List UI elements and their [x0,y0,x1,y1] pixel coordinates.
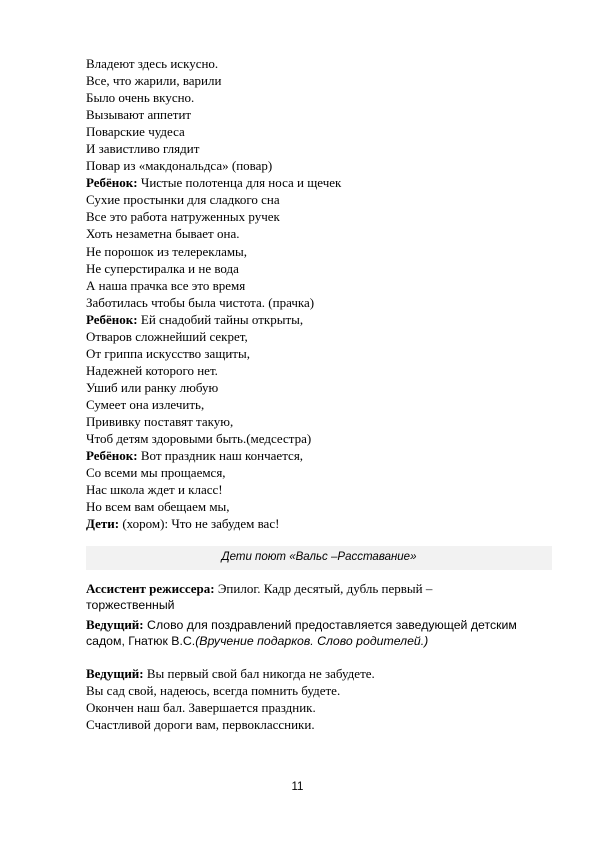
verse-line [86,498,556,515]
verse-text: Вот праздник наш кончается, [137,448,304,464]
speaker-label: Ребёнок: [86,448,138,464]
verse-text: Заботилась чтобы была чистота. (прачка) [86,294,315,310]
verse-line [86,225,556,242]
verse-line [86,89,556,106]
assistant-text-continued: торжественный [86,598,175,612]
verse-text: Окончен наш бал. Завершается праздник. [86,700,316,716]
verse-line [86,106,556,123]
stage-direction: (Вручение подарков. Слово родителей.) [195,634,429,648]
verse-line [86,665,556,682]
verse-line [86,260,556,277]
verse-text: Вы сад свой, надеюсь, всегда помнить будете. [86,683,341,699]
verse-text: (хором): Что не забудем вас! [119,516,280,532]
verse-text: Отваров сложнейший секрет, [86,328,248,344]
verse-line [86,243,556,260]
verse-line [86,481,556,498]
verse-text: Владеют здесь искусно. [86,56,219,71]
verse-text: Не порошок из телерекламы, [86,243,248,259]
final-verse-block [86,665,556,733]
verse-line [86,430,556,447]
speaker-label: Дети: [86,516,120,532]
verse-line [86,328,556,345]
verse-line [86,55,556,72]
speaker-label: Ведущий: [86,666,144,681]
verse-line [86,682,556,699]
speaker-label: Ребёнок: [86,311,138,327]
verse-line [86,311,556,328]
verse-line [86,379,556,396]
verse-line [86,294,556,311]
verse-text: Сумеет она излечить, [86,396,205,412]
verse-line [86,174,556,191]
verse-line [86,277,556,294]
verse-line [86,72,556,89]
verse-text: От гриппа искусство защиты, [86,345,250,361]
speaker-label: Ребёнок: [86,175,138,191]
verse-text: Нас школа ждет и класс! [86,482,223,498]
verse-line [86,515,556,532]
verse-line [86,208,556,225]
verse-text: Все, что жарили, варили [86,73,222,89]
verse-line [86,157,556,174]
speaker-label: Ведущий: [86,617,144,632]
verse-line [86,413,556,430]
verse-text: Вы первый свой бал никогда не забудете. [143,666,375,681]
song-note: Дети поют «Вальс –Расставание» [221,551,417,563]
verse-text: Повар из «макдональдса» (повар) [86,158,273,174]
verse-line [86,447,556,464]
verse-text: Было очень вкусно. [86,90,195,106]
verse-text: И завистливо глядит [86,141,200,157]
verse-text: Чистые полотенца для носа и щечек [137,175,342,191]
assistant-paragraph [86,580,556,614]
verse-line [86,699,556,716]
verse-line [86,396,556,413]
verse-text: Не суперстиралка и не вода [86,260,239,276]
verse-line [86,140,556,157]
speaker-label: Ассистент режиссера: [86,581,215,596]
verse-text: Счастливой дороги вам, первоклассники. [86,717,315,733]
verse-line [86,191,556,208]
host-text: Слово для поздравлений предоставляется заведующей детским [143,618,517,632]
verse-text: Надежней которого нет. [86,362,218,378]
verse-text: Со всеми мы прощаемся, [86,465,226,481]
assistant-text: Эпилог. Кадр десятый, дубль первый – [214,581,433,596]
verse-line [86,362,556,379]
verse-text: А наша прачка все это время [86,277,246,293]
verse-text: Ушиб или ранку любую [86,379,219,395]
verse-text: Вызывают аппетит [86,107,192,123]
verse-block [86,55,556,532]
verse-text: Все это работа натруженных ручек [86,209,280,225]
host-text-continued: садом, Гнатюк В.С. [86,634,196,648]
verse-text: Прививку поставят такую, [86,413,234,429]
verse-text: Хоть незаметна бывает она. [86,226,240,242]
verse-text: Поварские чудеса [86,124,185,140]
host-paragraph [86,616,556,650]
verse-line [86,716,556,733]
verse-line [86,345,556,362]
verse-line [86,464,556,481]
verse-text: Но всем вам обещаем мы, [86,499,230,515]
page-number: 11 [291,781,304,793]
verse-text: Ей снадобий тайны открыты, [137,311,304,327]
verse-text: Сухие простынки для сладкого сна [86,192,280,208]
verse-line [86,123,556,140]
verse-text: Чтоб детям здоровыми быть.(медсестра) [86,431,312,447]
